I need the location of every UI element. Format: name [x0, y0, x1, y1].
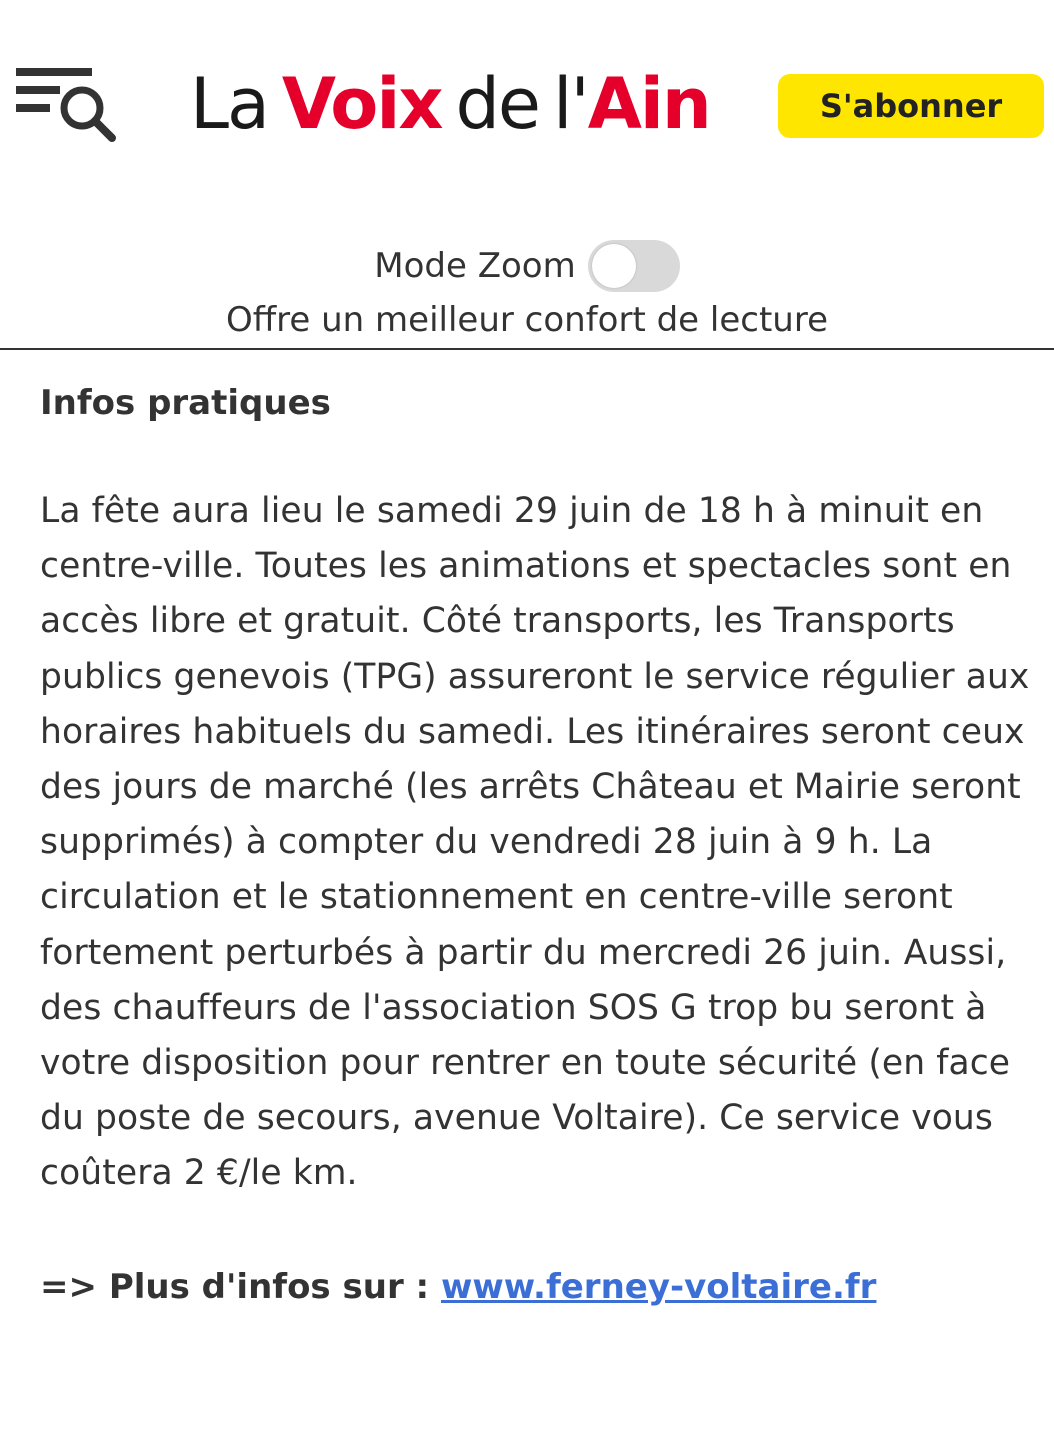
logo-word-ain: Ain [587, 63, 710, 145]
article-content [40, 376, 1030, 1314]
more-info-line [40, 1260, 1030, 1314]
zoom-mode-toggle[interactable] [588, 240, 680, 292]
website-link[interactable]: www.ferney-voltaire.fr [440, 1266, 877, 1307]
toggle-knob [592, 244, 636, 288]
site-header [0, 0, 1054, 200]
section-title: Infos pratiques [40, 383, 331, 423]
site-logo[interactable] [190, 64, 710, 144]
logo-word-la: La [190, 63, 268, 145]
menu-search-icon[interactable] [14, 66, 118, 146]
subscribe-button[interactable]: S'abonner [778, 74, 1044, 138]
zoom-mode-label: Mode Zoom [374, 246, 576, 286]
zoom-mode-description: Offre un meilleur confort de lecture [225, 300, 828, 340]
section-divider [0, 348, 1054, 350]
zoom-mode-row [0, 236, 1054, 296]
logo-word-de: de [455, 63, 539, 145]
logo-word-voix: Voix [281, 63, 442, 145]
logo-word-l: l' [553, 63, 588, 145]
more-info-prefix: => Plus d'infos sur : [40, 1266, 430, 1307]
article-paragraph: La fête aura lieu le samedi 29 juin de 18 h à minuit en centre-ville. Toutes les animations et spectacles sont en accès libre et gratuit. Côté transports, les Transports publics genevois (TPG) assureront le service régulier aux horaires habituels du samedi. Les itinéraires seront ceux des jours de marché (les arrêts Château et Mairie seront supprimés) à compter du vendredi 28 juin à 9 h. La circulation et le stationnement en centre-ville seront fortement perturbés à partir du mercredi 26 juin. Aussi, des chauffeurs de l'association SOS G trop bu seront à votre disposition pour rentrer en toute sécurité (en face du poste de secours, avenue Voltaire). Ce service vous coûtera 2 €/le km. [40, 491, 1030, 1194]
